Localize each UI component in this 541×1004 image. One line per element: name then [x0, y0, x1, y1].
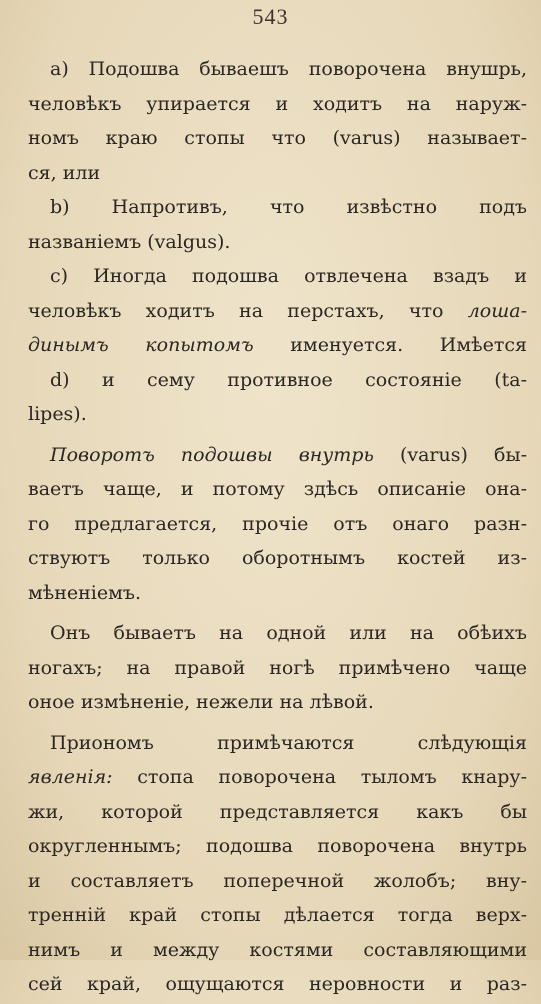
text-line — [28, 192, 527, 227]
text-line — [28, 399, 527, 434]
text-line — [28, 578, 527, 613]
text-line — [28, 440, 527, 475]
text-run: жи, которой представляется какъ бы — [28, 800, 527, 823]
text-line — [28, 123, 527, 158]
text-run: сей край, ощущаются неровности и раз- — [28, 973, 527, 995]
text-run: b) Напротивъ, что извѣстно подъ — [50, 196, 527, 218]
text-run: названіемъ (valgus). — [28, 230, 231, 253]
text-line — [28, 728, 527, 763]
text-line — [28, 762, 527, 797]
text-line — [28, 227, 527, 262]
text-line — [28, 261, 527, 296]
text-run: человѣкъ ходитъ на перстахъ, что — [28, 299, 468, 322]
italic-text-run: динымъ копытомъ — [28, 334, 254, 356]
text-line — [28, 900, 527, 935]
text-run: оное измѣненіе, нежели на лѣвой. — [28, 691, 374, 713]
text-run: го предлагается, прочіе отъ онаго разн- — [28, 512, 527, 535]
page-number: 543 — [252, 4, 289, 29]
text-line — [28, 296, 527, 331]
text-run: d) и сему противное состояніе (ta- — [50, 368, 527, 391]
text-run: именуется. Имѣется — [253, 334, 527, 356]
italic-text-run: лоша- — [467, 299, 527, 322]
text-run: округленнымъ; подошва поворочена внутрь — [28, 835, 527, 857]
text-run: стопа поворочена тыломъ кнару- — [112, 766, 527, 788]
text-line — [28, 330, 527, 365]
text-run: мѣненіемъ. — [28, 581, 142, 604]
text-run: lipes). — [28, 403, 87, 425]
text-run: тренній край стопы дѣлается тогда верх- — [28, 904, 527, 926]
text-run: ногахъ; на правой ногѣ примѣчено чаще — [28, 656, 527, 679]
text-run: ваетъ чаще, и потому здѣсь описаніе она- — [28, 478, 527, 500]
text-line — [28, 365, 527, 400]
text-line — [28, 158, 527, 193]
italic-text-run: явленія: — [28, 766, 113, 788]
text-line — [28, 831, 527, 866]
text-run: нимъ и между костями составляющими — [28, 938, 527, 961]
text-run: человѣкъ упирается и ходитъ на наруж- — [28, 92, 527, 115]
text-line — [28, 618, 527, 653]
text-run: и составляетъ поперечной жолобъ; вну- — [28, 869, 527, 892]
text-run: c) Иногда подошва отвлечена взадъ и — [50, 265, 527, 287]
text-run: a) Подошва бываешъ поворочена внушрь, — [50, 58, 527, 80]
text-line — [28, 797, 527, 832]
italic-text-run: Поворотъ подошвы внутрь — [50, 443, 374, 466]
text-run: ствуютъ только оборотнымъ костей из- — [28, 547, 527, 569]
text-run: (varus) бы- — [373, 443, 527, 466]
page-text — [28, 54, 527, 1004]
text-line — [28, 866, 527, 901]
text-line — [28, 935, 527, 970]
text-line — [28, 543, 527, 578]
text-line — [28, 54, 527, 89]
text-run: Приономъ примѣчаются слѣдующія — [50, 731, 527, 754]
text-line — [28, 969, 527, 1004]
text-run: Онъ бываетъ на одной или на обѣихъ — [50, 622, 527, 644]
text-line — [28, 474, 527, 509]
text-run: номъ краю стопы что (varus) называет- — [28, 127, 527, 149]
text-line — [28, 89, 527, 124]
text-line — [28, 687, 527, 722]
text-line — [28, 653, 527, 688]
text-run: ся, или — [28, 161, 101, 184]
text-line — [28, 509, 527, 544]
